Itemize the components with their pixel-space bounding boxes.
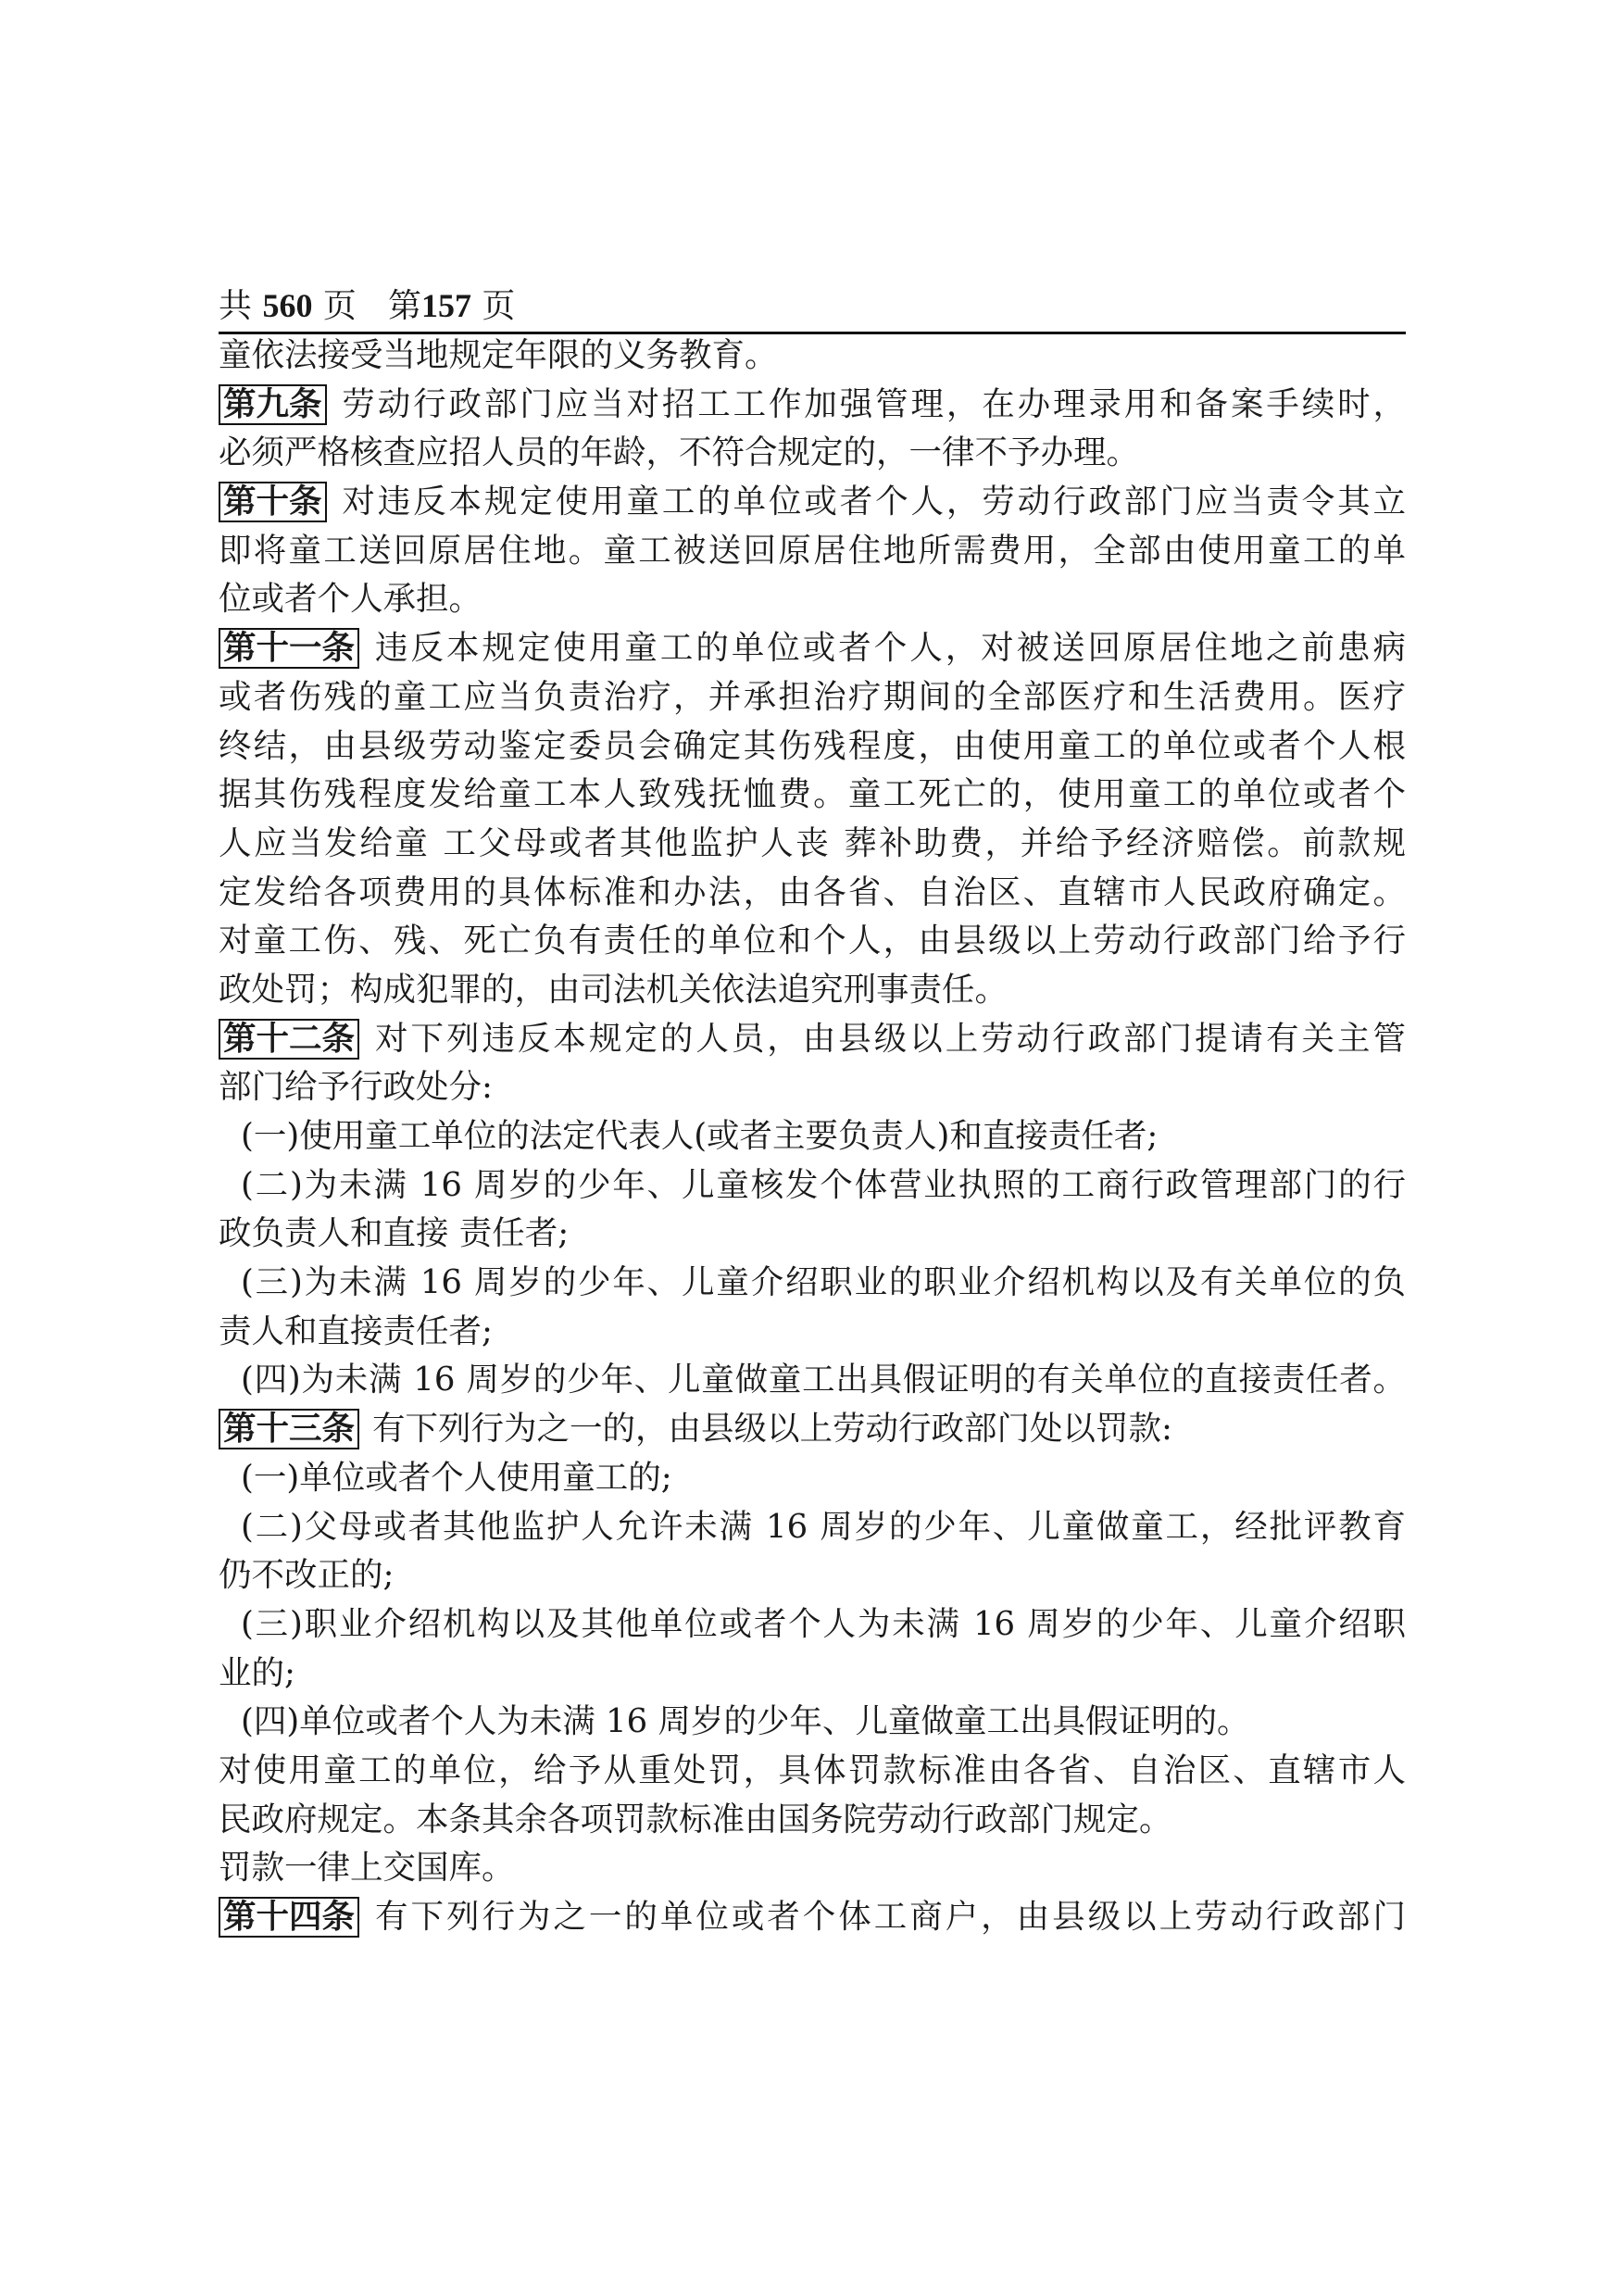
article-heading: 第九条	[219, 384, 327, 425]
total-pages-suffix: 页	[322, 287, 357, 325]
text-line	[219, 869, 1406, 918]
line-text: 民政府规定。本条其余各项罚款标准由国务院劳动行政部门规定。	[219, 1800, 1172, 1838]
text-line	[219, 722, 1406, 772]
text-line	[219, 332, 1406, 381]
line-text: (三)为未满 16 周岁的少年、儿童介绍职业的职业介绍机构以及有关单位的负	[241, 1263, 1406, 1302]
line-text: 位或者个人承担。	[219, 580, 482, 619]
line-text: 据其伤残程度发给童工本人致残抚恤费。童工死亡的，使用童工的单位或者个	[219, 775, 1406, 814]
text-line	[219, 429, 1406, 478]
line-text: 终结，由县级劳动鉴定委员会确定其伤残程度，由使用童工的单位或者个人根	[219, 726, 1406, 765]
text-line	[219, 575, 1406, 624]
article-line	[219, 624, 1406, 673]
list-item-line	[219, 1600, 1406, 1650]
current-page-suffix: 页	[482, 287, 516, 325]
page-header	[219, 283, 1406, 334]
line-text: 部门给予行政处分:	[219, 1068, 493, 1107]
line-text: (一)使用童工单位的法定代表人(或者主要负责人)和直接责任者;	[241, 1117, 1159, 1155]
text-line	[219, 1063, 1406, 1112]
document-body	[219, 332, 1406, 1942]
line-text: 罚款一律上交国库。	[219, 1849, 515, 1888]
line-text: 有下列行为之一的，由县级以上劳动行政部门处以罚款:	[372, 1410, 1172, 1449]
text-line	[219, 1747, 1406, 1796]
line-text: 童依法接受当地规定年限的义务教育。	[219, 336, 778, 374]
article-heading: 第十一条	[219, 628, 359, 669]
line-text: 对使用童工的单位，给予从重处罚，具体罚款标准由各省、自治区、直辖市人	[219, 1750, 1406, 1789]
line-text: 政负责人和直接 责任者;	[219, 1214, 570, 1253]
line-text: 必须严格核查应招人员的年龄，不符合规定的，一律不予办理。	[219, 433, 1140, 472]
article-heading: 第十三条	[219, 1409, 359, 1449]
text-line	[219, 1844, 1406, 1893]
article-line	[219, 1893, 1406, 1942]
line-text: 仍不改正的;	[219, 1556, 395, 1595]
article-line	[219, 1015, 1406, 1064]
total-pages-count: 560	[262, 287, 313, 324]
line-text: 或者伤残的童工应当负责治疗，并承担治疗期间的全部医疗和生活费用。医疗	[219, 677, 1406, 716]
text-line	[219, 917, 1406, 966]
text-line	[219, 1308, 1406, 1357]
list-item-line	[219, 1356, 1406, 1405]
line-text: 对违反本规定使用童工的单位或者个人，劳动行政部门应当责令其立	[339, 483, 1406, 521]
text-line	[219, 1210, 1406, 1259]
current-page-prefix: 第	[387, 287, 421, 325]
list-item-line	[219, 1698, 1406, 1747]
line-text: 对童工伤、残、死亡负有责任的单位和个人，由县级以上劳动行政部门给予行	[219, 922, 1406, 960]
article-heading: 第十二条	[219, 1019, 359, 1060]
text-line	[219, 527, 1406, 576]
list-item-line	[219, 1454, 1406, 1503]
line-text: 有下列行为之一的单位或者个体工商户，由县级以上劳动行政部门	[372, 1898, 1406, 1936]
line-text: 即将童工送回原居住地。童工被送回原居住地所需费用，全部由使用童工的单	[219, 531, 1406, 570]
text-line	[219, 1650, 1406, 1699]
article-line	[219, 1405, 1406, 1454]
text-line	[219, 820, 1406, 869]
list-item-line	[219, 1503, 1406, 1552]
text-line	[219, 1796, 1406, 1845]
line-text: (四)为未满 16 周岁的少年、儿童做童工出具假证明的有关单位的直接责任者。	[241, 1361, 1406, 1399]
text-line	[219, 673, 1406, 722]
article-line	[219, 381, 1406, 430]
article-line	[219, 478, 1406, 527]
line-text: 责人和直接责任者;	[219, 1311, 493, 1350]
list-item-line	[219, 1112, 1406, 1161]
current-page-number: 157	[420, 287, 471, 324]
total-pages-prefix: 共	[219, 287, 253, 325]
line-text: 政处罚；构成犯罪的，由司法机关依法追究刑事责任。	[219, 970, 1008, 1009]
line-text: 业的;	[219, 1653, 295, 1692]
line-text: (一)单位或者个人使用童工的;	[241, 1458, 672, 1497]
text-line	[219, 1551, 1406, 1600]
line-text: 人应当发给童 工父母或者其他监护人丧 葬补助费，并给予经济赔偿。前款规	[219, 823, 1406, 862]
list-item-line	[219, 1259, 1406, 1308]
line-text: 违反本规定使用童工的单位或者个人，对被送回原居住地之前患病	[372, 629, 1406, 668]
line-text: (二)为未满 16 周岁的少年、儿童核发个体营业执照的工商行政管理部门的行	[241, 1165, 1406, 1204]
line-text: 劳动行政部门应当对招工工作加强管理，在办理录用和备案手续时，	[339, 384, 1406, 423]
list-item-line	[219, 1161, 1406, 1211]
line-text: (三)职业介绍机构以及其他单位或者个人为未满 16 周岁的少年、儿童介绍职	[241, 1604, 1406, 1643]
line-text: (四)单位或者个人为未满 16 周岁的少年、儿童做童工出具假证明的。	[241, 1702, 1250, 1741]
text-line	[219, 771, 1406, 820]
line-text: 对下列违反本规定的人员，由县级以上劳动行政部门提请有关主管	[372, 1019, 1406, 1058]
article-heading: 第十条	[219, 482, 327, 522]
article-heading: 第十四条	[219, 1897, 359, 1938]
line-text: 定发给各项费用的具体标准和办法，由各省、自治区、直辖市人民政府确定。	[219, 872, 1406, 911]
line-text: (二)父母或者其他监护人允许未满 16 周岁的少年、儿童做童工，经批评教育	[241, 1507, 1406, 1546]
text-line	[219, 966, 1406, 1015]
